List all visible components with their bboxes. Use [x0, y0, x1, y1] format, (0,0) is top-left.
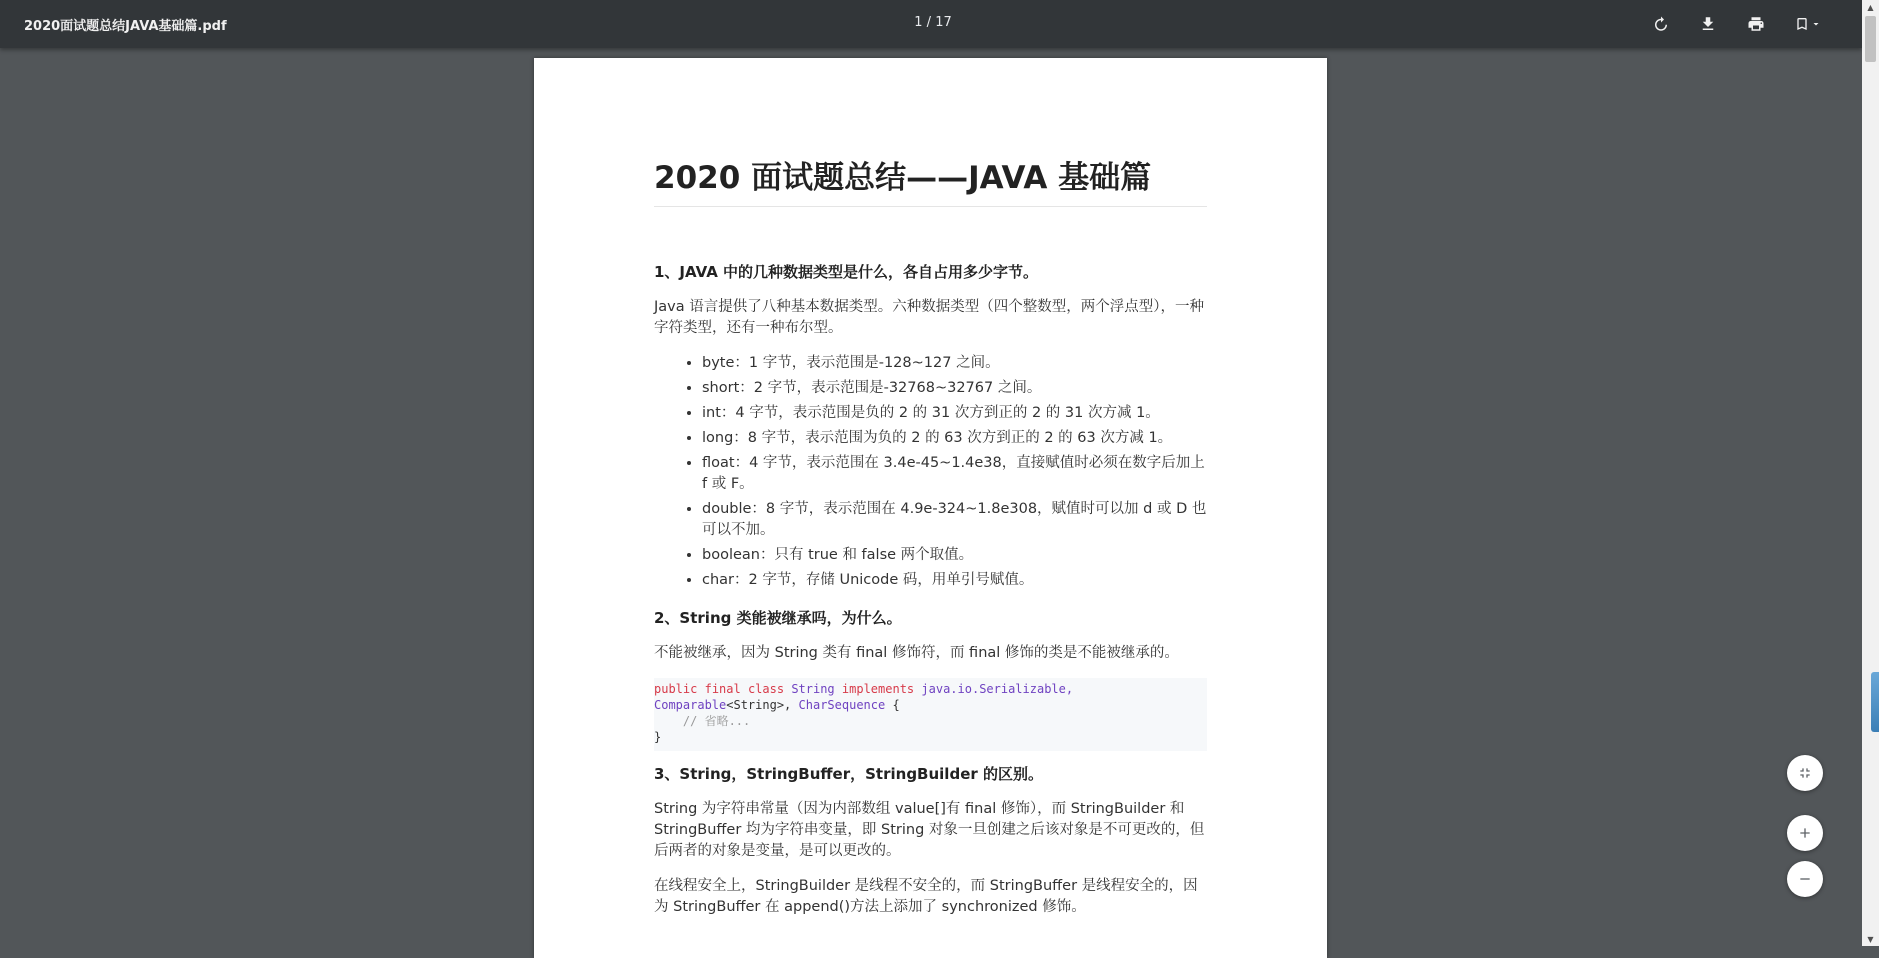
code-comment: // 省略... — [682, 714, 751, 728]
document-title: 2020面试题总结JAVA基础篇.pdf — [24, 19, 227, 34]
code-token: CharSequence — [798, 698, 886, 712]
chevron-down-icon — [1810, 18, 1822, 30]
question-1-heading: 1、JAVA 中的几种数据类型是什么，各自占用多少字节。 — [654, 263, 1039, 281]
bookmark-icon — [1794, 16, 1810, 32]
list-item: • double：8 字节，表示范围在 4.9e-324~1.8e308，赋值时可以加 d 或 D 也可以不加。 — [702, 499, 1207, 541]
code-token: String — [791, 682, 835, 696]
zoom-out-button[interactable] — [1787, 861, 1823, 897]
page-indicator — [0, 15, 1866, 30]
code-token: Comparable — [654, 698, 727, 712]
page-separator: / — [926, 15, 932, 30]
code-token: java.io.Serializable, — [921, 682, 1074, 696]
code-block — [654, 678, 1207, 751]
print-button[interactable] — [1742, 10, 1770, 38]
rotate-button[interactable] — [1647, 10, 1675, 38]
list-item: • long：8 字节，表示范围为负的 2 的 63 次方到正的 2 的 63 次方减 1。 — [702, 428, 1207, 449]
question-1-intro: Java 语言提供了八种基本数据类型。六种数据类型（四个整数型，两个浮点型），一种字符类型，还有一种布尔型。 — [654, 299, 1204, 336]
scroll-down-arrow[interactable]: ▼ — [1867, 934, 1874, 944]
list-item: • float：4 字节，表示范围在 3.4e-45~1.4e38，直接赋值时必须在数字后加上 f 或 F。 — [702, 453, 1207, 495]
current-page-number[interactable]: 1 — [914, 15, 923, 30]
print-icon — [1747, 15, 1765, 33]
list-item: • byte：1 字节，表示范围是-128~127 之间。 — [702, 353, 1207, 374]
data-type-list — [654, 353, 1207, 591]
code-token: <String>, — [726, 698, 792, 712]
list-item: • boolean：只有 true 和 false 两个取值。 — [702, 545, 1207, 566]
fit-page-button[interactable] — [1787, 755, 1823, 791]
list-item: • int：4 字节，表示范围是负的 2 的 31 次方到正的 2 的 31 次方减 1。 — [702, 403, 1207, 424]
rotate-icon — [1652, 15, 1670, 33]
code-token: final — [704, 682, 741, 696]
code-token: implements — [841, 682, 915, 696]
pdf-page — [534, 58, 1327, 958]
code-token: { — [892, 698, 900, 712]
zoom-in-button[interactable] — [1787, 815, 1823, 851]
fit-page-icon — [1797, 765, 1813, 781]
zoom-in-icon — [1797, 825, 1813, 841]
code-token: } — [654, 730, 662, 744]
page-content — [654, 158, 1207, 932]
question-2-text: 不能被继承，因为 String 类有 final 修饰符，而 final 修饰的类是不能被继承的。 — [654, 645, 1179, 661]
list-item: • short：2 字节，表示范围是-32768~32767 之间。 — [702, 378, 1207, 399]
side-extension-tab[interactable] — [1871, 672, 1879, 732]
question-3-paragraph-1: String 为字符串常量（因为内部数组 value[]有 final 修饰），而 StringBuilder 和 StringBuffer 均为字符串变量，即 String 对象一旦创建之后该对象是不可更改的，但后两者的对象是变量，是可以更改的。 — [654, 801, 1205, 859]
scroll-up-arrow[interactable]: ▲ — [1867, 2, 1874, 12]
download-button[interactable] — [1694, 10, 1722, 38]
pdf-toolbar — [0, 0, 1862, 48]
document-heading: 2020 面试题总结——JAVA 基础篇 — [654, 158, 1207, 207]
question-3-paragraph-2: 在线程安全上，StringBuilder 是线程不安全的，而 StringBuffer 是线程安全的，因为 StringBuffer 在 append()方法上添加了 synchronized 修饰。 — [654, 878, 1198, 915]
bookmark-menu-button[interactable] — [1788, 10, 1828, 38]
scrollbar-thumb[interactable] — [1865, 16, 1876, 62]
code-token: class — [747, 682, 785, 696]
list-item: • char：2 字节，存储 Unicode 码，用单引号赋值。 — [702, 570, 1207, 591]
question-3-heading: 3、String，StringBuffer，StringBuilder 的区别。 — [654, 765, 1043, 783]
code-token: public — [654, 682, 698, 696]
question-2-heading: 2、String 类能被继承吗，为什么。 — [654, 609, 902, 627]
total-pages: 17 — [935, 15, 952, 30]
zoom-out-icon — [1797, 871, 1813, 887]
download-icon — [1699, 15, 1717, 33]
vertical-scrollbar[interactable] — [1862, 0, 1879, 946]
